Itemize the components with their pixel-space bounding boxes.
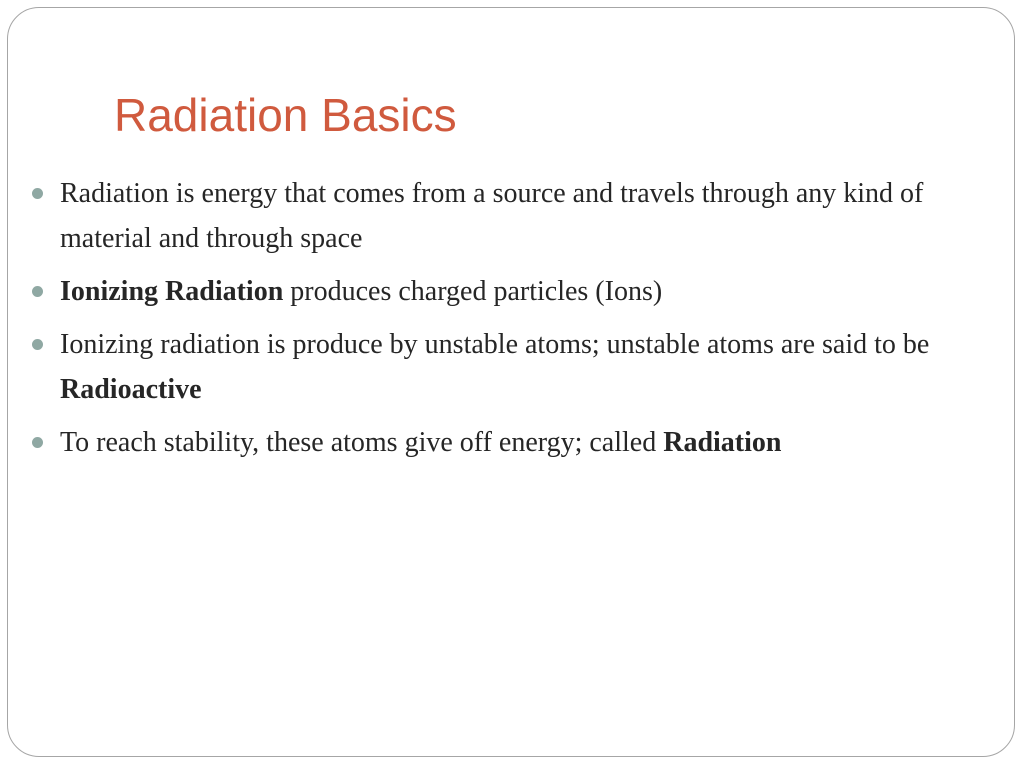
bullet-item-3 bbox=[30, 322, 960, 412]
bullet-item-4 bbox=[30, 420, 960, 465]
bullet-text: To reach stability, these atoms give off energy; called bbox=[60, 427, 664, 458]
bullet-item-2 bbox=[30, 269, 960, 314]
bullet-text: produces charged particles (Ions) bbox=[283, 276, 663, 307]
bullet-dot-icon bbox=[32, 339, 43, 350]
bullet-dot-icon bbox=[32, 188, 43, 199]
slide bbox=[7, 7, 1015, 757]
slide-title: Radiation Basics bbox=[114, 89, 457, 141]
bullet-list bbox=[30, 171, 960, 473]
bullet-dot-icon bbox=[32, 437, 43, 448]
bullet-item-1 bbox=[30, 171, 960, 261]
bullet-bold-term: Radioactive bbox=[60, 374, 202, 405]
bullet-bold-term: Radiation bbox=[663, 427, 782, 458]
bullet-dot-icon bbox=[32, 286, 43, 297]
bullet-text: Ionizing radiation is produce by unstable atoms; unstable atoms are said to be bbox=[60, 329, 930, 360]
bullet-text: Radiation is energy that comes from a source and travels through any kind of material and through space bbox=[60, 178, 924, 254]
bullet-bold-term: Ionizing Radiation bbox=[60, 276, 284, 307]
